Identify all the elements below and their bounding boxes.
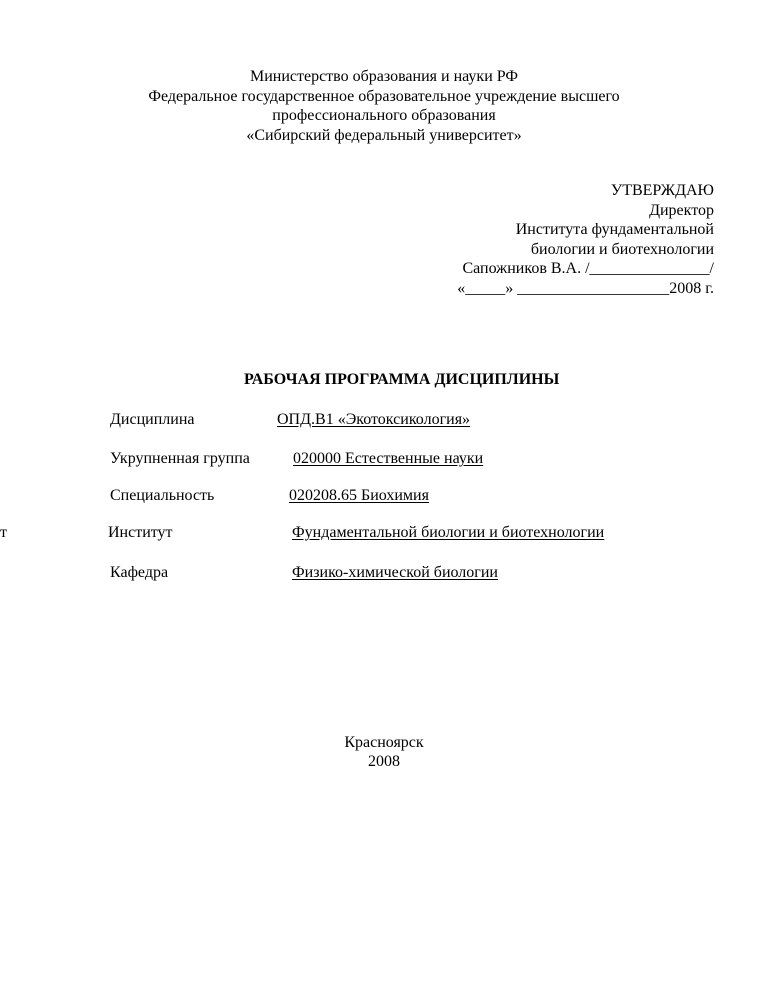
education-level-line: профессионального образования <box>272 107 496 124</box>
approval-date: «_____» ___________________2008 г. <box>457 280 714 297</box>
institution-type-line: Федеральное государственное образовательное учреждение высшего <box>148 88 620 105</box>
chair-value: Физико-химической биологии <box>292 564 498 581</box>
approval-heading: УТВЕРЖДАЮ <box>610 182 714 199</box>
specialty-label: Специальность <box>110 487 215 504</box>
page-title: РАБОЧАЯ ПРОГРАММА ДИСЦИПЛИНЫ <box>244 371 560 388</box>
institute-value: Фундаментальной биологии и биотехнологии <box>292 524 605 541</box>
group-value: 020000 Естественные науки <box>293 450 484 467</box>
university-name-line: «Сибирский федеральный университет» <box>246 127 522 144</box>
year: 2008 <box>368 753 400 770</box>
city: Красноярск <box>344 734 424 751</box>
institute-label: Институт <box>108 524 173 541</box>
approval-institute-line2: биологии и биотехнологии <box>530 241 714 258</box>
stray-character: т <box>0 524 7 541</box>
approval-institute-line1: Института фундаментальной <box>515 221 714 238</box>
approval-signature: Сапожников В.А. /_______________/ <box>462 260 714 277</box>
ministry-line: Министерство образования и науки РФ <box>249 68 519 85</box>
discipline-label: Дисциплина <box>110 411 195 428</box>
discipline-value: ОПД.В1 «Экотоксикология» <box>277 411 471 428</box>
group-label: Укрупненная группа <box>110 450 250 467</box>
approval-position: Директор <box>649 202 714 219</box>
chair-label: Кафедра <box>110 564 169 581</box>
specialty-value: 020208.65 Биохимия <box>289 487 429 504</box>
